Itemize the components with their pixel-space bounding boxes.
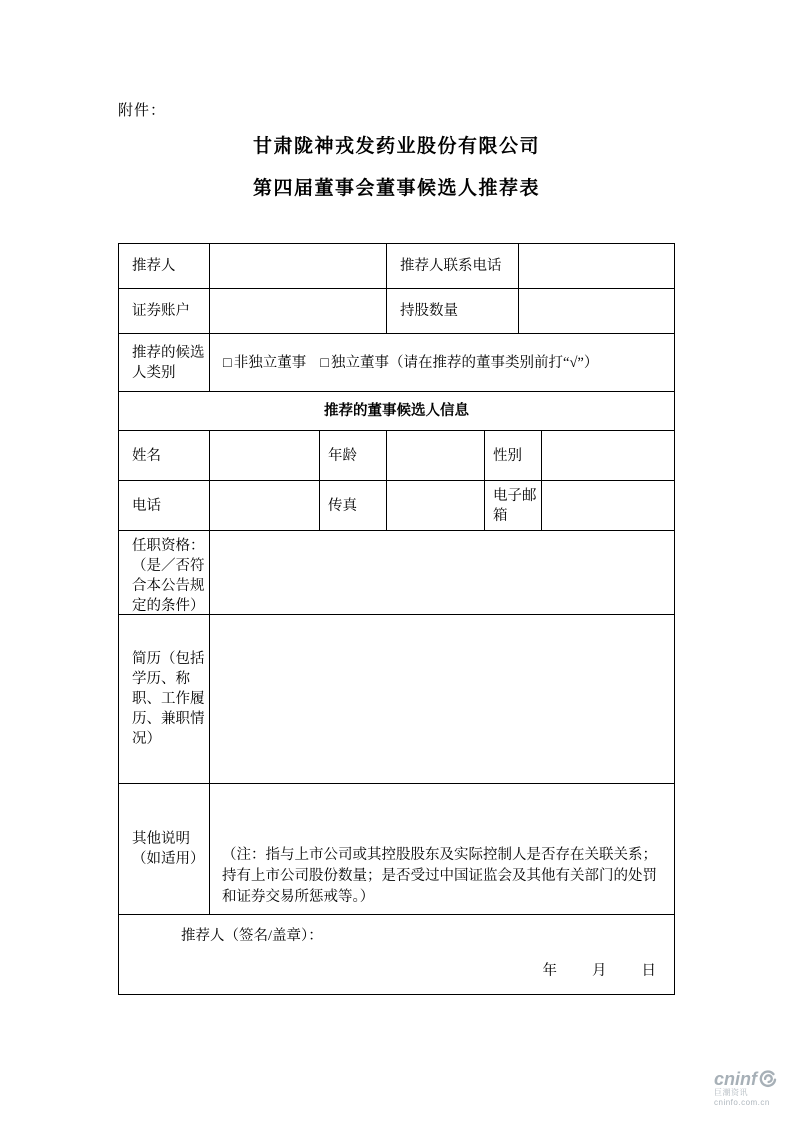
row-securities-account bbox=[119, 289, 675, 334]
row-section-header bbox=[119, 392, 675, 431]
gender-value-cell bbox=[542, 431, 675, 481]
fax-value-cell bbox=[387, 481, 485, 531]
recommender-phone-label: 推荐人联系电话 bbox=[387, 244, 519, 289]
cninfo-logo-top bbox=[714, 1069, 777, 1088]
cninfo-logo bbox=[714, 1069, 777, 1108]
qualification-label: 任职资格：（是／否符合本公告规定的条件） bbox=[119, 531, 210, 615]
email-label: 电子邮箱 bbox=[485, 481, 542, 531]
option-independent-director bbox=[320, 353, 598, 373]
phone-value-cell bbox=[210, 481, 320, 531]
securities-account-label: 证券账户 bbox=[119, 289, 210, 334]
cninfo-logo-text: cninf bbox=[714, 1068, 757, 1089]
cninfo-swirl-icon bbox=[758, 1069, 777, 1088]
company-title: 甘肃陇神戎发药业股份有限公司 bbox=[252, 136, 540, 157]
shares-held-label: 持股数量 bbox=[387, 289, 519, 334]
row-resume bbox=[119, 615, 675, 784]
checkbox-icon: □ bbox=[223, 354, 232, 371]
qualification-value-cell bbox=[210, 531, 675, 615]
option-non-independent-director bbox=[223, 353, 306, 373]
other-notes-cell bbox=[210, 784, 675, 915]
attachment-label: 附件： bbox=[118, 103, 167, 119]
candidate-info-section-header: 推荐的董事候选人信息 bbox=[119, 392, 675, 431]
fax-label: 传真 bbox=[320, 481, 387, 531]
row-phone-fax-email bbox=[119, 481, 675, 531]
row-name-age-gender bbox=[119, 431, 675, 481]
row-other-notes bbox=[119, 784, 675, 915]
securities-account-value-cell bbox=[210, 289, 387, 334]
row-signature bbox=[119, 915, 675, 995]
signature-label: 推荐人（签名/盖章）： bbox=[181, 928, 323, 944]
other-notes-label: 其他说明（如适用） bbox=[119, 784, 210, 915]
checkbox-icon: □ bbox=[320, 354, 330, 371]
gender-label: 性别 bbox=[485, 431, 542, 481]
recommender-label: 推荐人 bbox=[119, 244, 210, 289]
row-recommender bbox=[119, 244, 675, 289]
age-label: 年龄 bbox=[320, 431, 387, 481]
other-notes-text: （注：指与上市公司或其控股股东及实际控制人是否存在关联关系；持有上市公司股份数量；是否受过中国证监会及其他有关部门的处罚和证券交易所惩戒等。） bbox=[222, 847, 657, 905]
shares-held-value-cell bbox=[519, 289, 675, 334]
resume-value-cell bbox=[210, 615, 675, 784]
recommender-phone-value-cell bbox=[519, 244, 675, 289]
candidate-type-options bbox=[210, 334, 675, 392]
option-label: 非独立董事 bbox=[233, 354, 307, 371]
recommender-value-cell bbox=[210, 244, 387, 289]
email-value-cell bbox=[542, 481, 675, 531]
date-line: 年 月 日 bbox=[542, 963, 658, 979]
name-value-cell bbox=[210, 431, 320, 481]
cninfo-logo-domain: cninfo.com.cn bbox=[714, 1098, 770, 1107]
resume-label: 简历（包括学历、称职、工作履历、兼职情况） bbox=[119, 615, 210, 784]
row-candidate-type bbox=[119, 334, 675, 392]
age-value-cell bbox=[387, 431, 485, 481]
recommendation-form-table bbox=[118, 243, 675, 995]
form-title: 第四届董事会董事候选人推荐表 bbox=[252, 178, 540, 199]
candidate-type-label: 推荐的候选人类别 bbox=[119, 334, 210, 392]
row-qualification bbox=[119, 531, 675, 615]
signature-cell bbox=[119, 915, 675, 995]
option-label: 独立董事（请在推荐的董事类别前打“√”） bbox=[331, 354, 599, 371]
name-label: 姓名 bbox=[119, 431, 210, 481]
phone-label: 电话 bbox=[119, 481, 210, 531]
cninfo-logo-name-cn: 巨潮资讯 bbox=[714, 1088, 748, 1097]
